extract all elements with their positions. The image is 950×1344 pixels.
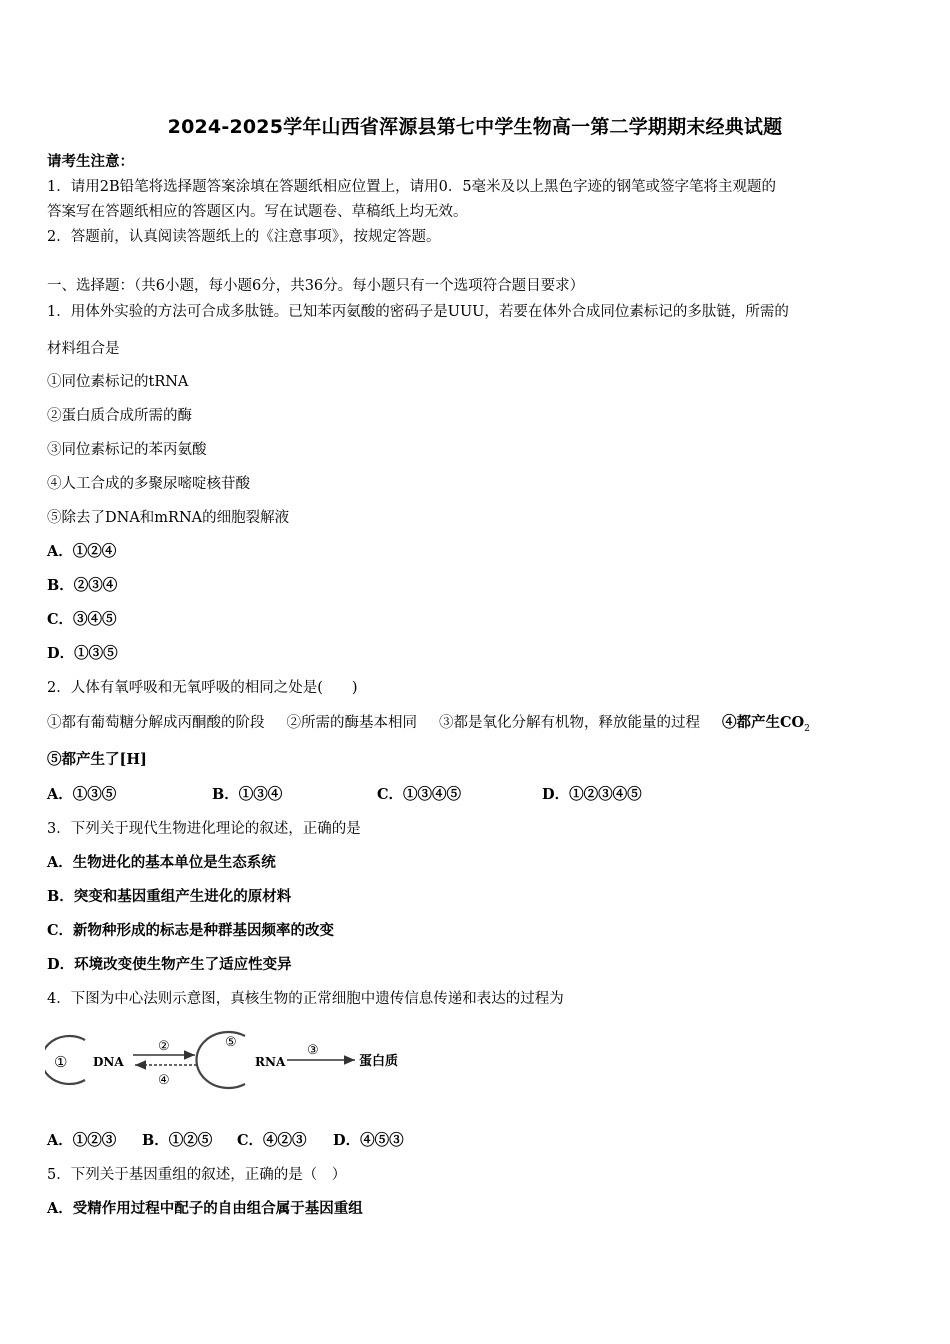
q1-item-5: ⑤除去了DNA和mRNA的细胞裂解液 xyxy=(47,510,290,526)
q3-option-d: D．环境改变使生物产生了适应性变异 xyxy=(47,956,292,973)
q2-statement-5: ⑤都产生了[H] xyxy=(47,751,147,768)
section-heading: 一、选择题：（共6小题，每小题6分，共36分。每小题只有一个选项符合题目要求） xyxy=(47,278,585,294)
page-title: 2024-2025学年山西省浑源县第七中学生物高一第二学期期末经典试题 xyxy=(167,116,783,138)
q4-option-a: A．①②③ xyxy=(47,1132,117,1149)
q4-option-c: C．④②③ xyxy=(237,1132,307,1149)
label-protein: 蛋白质 xyxy=(359,1054,399,1069)
q1-option-b: B．②③④ xyxy=(47,577,118,594)
q1-stem-line1: 1．用体外实验的方法可合成多肽链。已知苯丙氨酸的密码子是UUU，若要在体外合成同位素标记的多肽链，所需的 xyxy=(47,304,789,320)
q2-statement-4-subscript: 2 xyxy=(804,723,810,734)
q5-stem: 5．下列关于基因重组的叙述，正确的是（ ） xyxy=(47,1167,347,1183)
q4-stem: 4．下图为中心法则示意图，真核生物的正常细胞中遗传信息传递和表达的过程为 xyxy=(47,991,564,1007)
q2-stem: 2．人体有氧呼吸和无氧呼吸的相同之处是( ) xyxy=(47,680,358,696)
q1-item-3: ③同位素标记的苯丙氨酸 xyxy=(47,442,207,458)
label-n3: ③ xyxy=(307,1043,319,1058)
q3-stem: 3．下列关于现代生物进化理论的叙述，正确的是 xyxy=(47,821,361,837)
q2-option-a: A．①③⑤ xyxy=(47,786,117,803)
label-n2: ② xyxy=(158,1039,170,1054)
label-rna: RNA xyxy=(255,1055,286,1069)
q4-option-b: B．①②⑤ xyxy=(142,1132,213,1149)
q3-option-c: C．新物种形成的标志是种群基因频率的改变 xyxy=(47,922,335,939)
q3-option-a: A．生物进化的基本单位是生态系统 xyxy=(47,854,276,871)
q1-option-d: D．①③⑤ xyxy=(47,645,118,662)
central-dogma-diagram xyxy=(45,1022,425,1100)
label-n5: ⑤ xyxy=(225,1035,237,1050)
q2-statement-1: ①都有葡萄糖分解成丙酮酸的阶段 xyxy=(47,715,265,731)
label-n4: ④ xyxy=(158,1073,170,1088)
q1-item-4: ④人工合成的多聚尿嘧啶核苷酸 xyxy=(47,476,250,492)
q2-statements xyxy=(47,713,810,739)
notice-heading: 请考生注意： xyxy=(47,153,134,170)
rna-replication-arc xyxy=(197,1032,245,1088)
label-dna: DNA xyxy=(93,1055,124,1069)
q2-option-d: D．①②③④⑤ xyxy=(542,786,642,803)
q2-option-b: B．①③④ xyxy=(212,786,283,803)
q5-option-a: A．受精作用过程中配子的自由组合属于基因重组 xyxy=(47,1200,363,1217)
q3-option-b: B．突变和基因重组产生进化的原材料 xyxy=(47,888,292,905)
q1-item-1: ①同位素标记的tRNA xyxy=(47,374,189,390)
q2-statement-2: ②所需的酶基本相同 xyxy=(286,715,417,731)
q2-statement-3: ③都是氧化分解有机物，释放能量的过程 xyxy=(439,715,700,731)
q1-option-a: A．①②④ xyxy=(47,543,117,560)
notice-line-2: 2．答题前，认真阅读答题纸上的《注意事项》，按规定答题。 xyxy=(47,229,441,245)
q1-item-2: ②蛋白质合成所需的酶 xyxy=(47,408,192,424)
q1-stem-line2: 材料组合是 xyxy=(47,341,120,357)
q4-option-d: D．④⑤③ xyxy=(333,1132,404,1149)
label-n1: ① xyxy=(54,1053,68,1071)
notice-line-1b: 答案写在答题纸相应的答题区内。写在试题卷、草稿纸上均无效。 xyxy=(47,204,468,220)
q1-option-c: C．③④⑤ xyxy=(47,611,117,628)
q2-option-c: C．①③④⑤ xyxy=(377,786,462,803)
notice-line-1: 1．请用2B铅笔将选择题答案涂填在答题纸相应位置上，请用0．5毫米及以上黑色字迹的钢笔或签字笔将主观题的 xyxy=(47,179,777,195)
q2-statement-4: ④都产生CO xyxy=(722,714,805,731)
